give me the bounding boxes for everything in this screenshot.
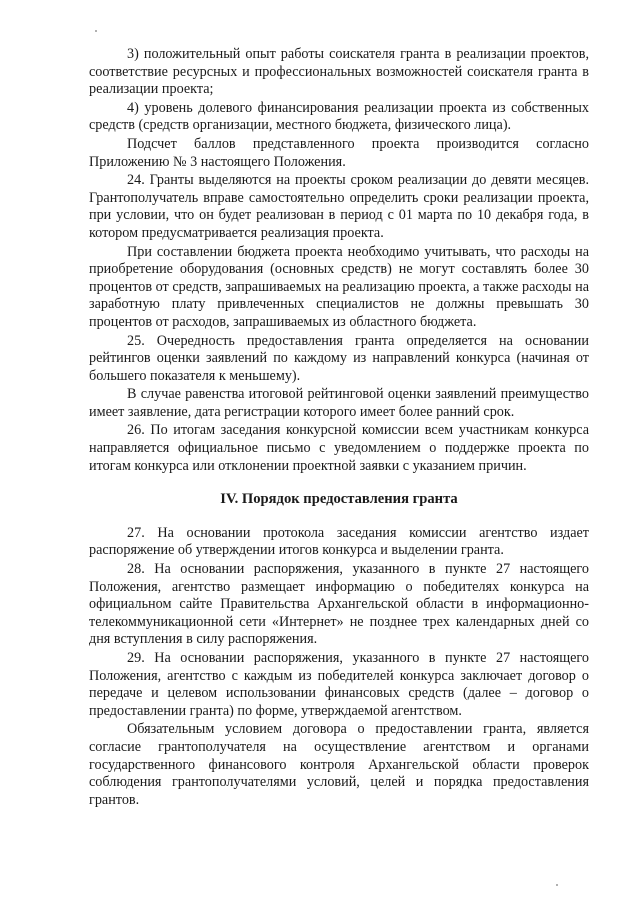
paragraph-criterion-4: 4) уровень долевого финансирования реализации проекта из собственных средств (средств организации, местного бюджета, физического лица).: [89, 99, 589, 134]
paragraph-score-calculation: Подсчет баллов представленного проекта производится согласно Приложению № 3 настоящего Положения.: [89, 135, 589, 170]
paragraph-25: 25. Очередность предоставления гранта определяется на основании рейтингов оценки заявлений по каждому из направлений конкурса (начиная от большего показателя к меньшему).: [89, 332, 589, 384]
paragraph-budget-limits: При составлении бюджета проекта необходимо учитывать, что расходы на приобретение оборудования (основных средств) не могут составлять более 30 процентов от средств, запрашиваемых на реализацию проекта, а также расходы на заработную плату привлеченных специалистов не должны превышать 30 процентов от расходов, запрашиваемых из областного бюджета.: [89, 243, 589, 330]
paragraph-28: 28. На основании распоряжения, указанного в пункте 27 настоящего Положения, агентство размещает информацию о победителях конкурса на официальном сайте Правительства Архангельской области в информационно-телекоммуникационной сети «Интернет» не позднее трех календарных дней со дня вступления в силу распоряжения.: [89, 561, 589, 648]
paragraph-26: 26. По итогам заседания конкурсной комиссии всем участникам конкурса направляется официальное письмо с уведомлением о поддержке проекта по итогам конкурса или отклонении проектной заявки с указанием причин.: [89, 422, 589, 474]
section-heading: IV. Порядок предоставления гранта: [220, 491, 458, 508]
paragraph-criterion-3: 3) положительный опыт работы соискателя гранта в реализации проектов, соответствие ресурсных и профессиональных возможностей соискателя гранта в реализации проекта;: [89, 46, 589, 98]
scan-speck: [556, 884, 558, 886]
document-body: [89, 46, 589, 809]
paragraph-tie-rule: В случае равенства итоговой рейтинговой оценки заявлений преимущество имеет заявление, дата регистрации которого имеет более ранний срок.: [89, 386, 589, 420]
paragraph-24: 24. Гранты выделяются на проекты сроком реализации до девяти месяцев. Грантополучатель вправе самостоятельно определить сроки реализации проекта, при условии, что он будет реализован в период с 01 марта по 10 декабря года, в котором предусматривается реализация проекта.: [89, 172, 589, 241]
paragraph-27: 27. На основании протокола заседания комиссии агентство издает распоряжение об утверждении итогов конкурса и выделении гранта.: [89, 524, 589, 559]
paragraph-29: 29. На основании распоряжения, указанного в пункте 27 настоящего Положения, агентство с каждым из победителей конкурса заключает договор о передаче и целевом использовании финансовых средств (далее – договор о предоставлении гранта) по форме, утверждаемой агентством.: [89, 650, 589, 719]
paragraph-mandatory-condition: Обязательным условием договора о предоставлении гранта, является согласие грантополучателя на осуществление агентством и органами государственного финансового контроля Архангельской области проверок соблюдения грантополучателями условий, целей и порядка предоставления грантов.: [89, 721, 589, 808]
scan-speck: [95, 30, 97, 32]
